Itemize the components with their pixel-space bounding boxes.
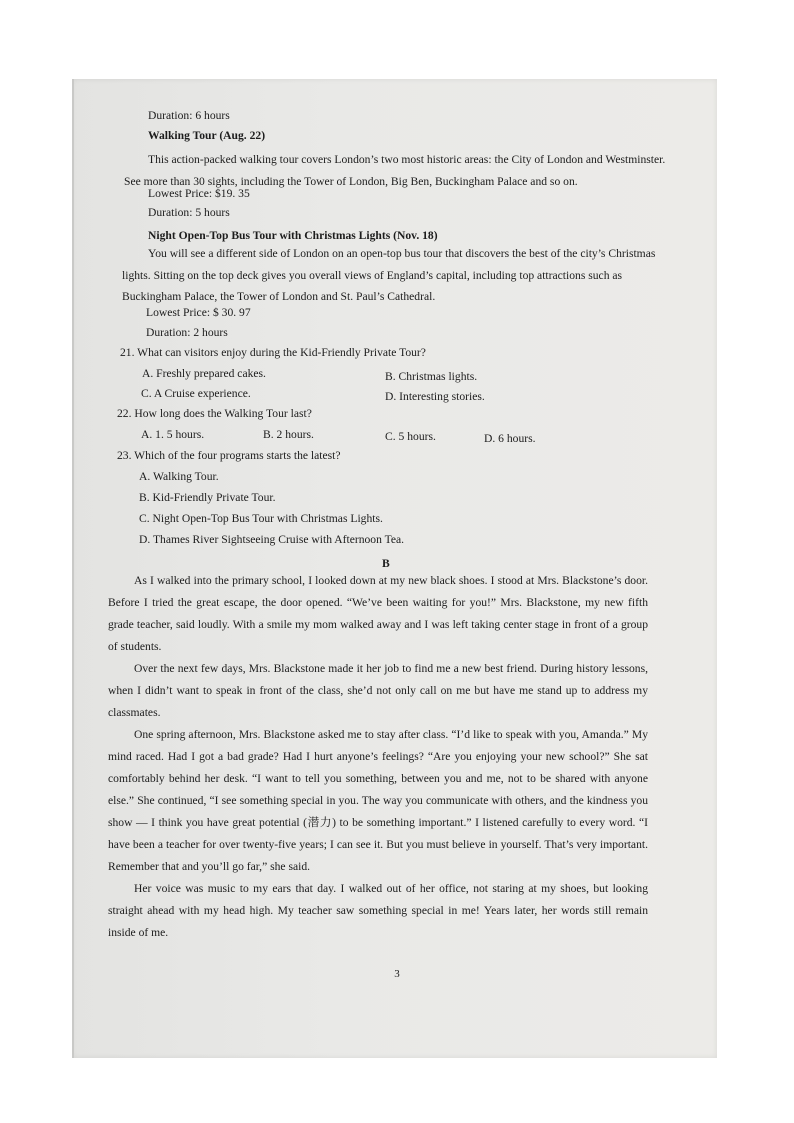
night-tour-desc-3: Buckingham Palace, the Tower of London and St. Paul’s Cathedral. [122,290,436,303]
q23-option-b: B. Kid-Friendly Private Tour. [139,491,276,504]
q21-option-b: B. Christmas lights. [385,370,478,383]
night-tour-desc-2: lights. Sitting on the top deck gives you overall views of England’s capital, including top attractions such as [122,269,623,282]
q23-option-a: A. Walking Tour. [139,470,219,483]
night-tour-desc-1: You will see a different side of London on an open-top bus tour that discovers the best of the city’s Christmas [148,247,656,260]
walking-tour-title: Walking Tour (Aug. 22) [148,129,266,142]
walking-tour-price: Lowest Price: $19. 35 [148,187,250,200]
q22-option-c: C. 5 hours. [385,430,436,443]
q22-option-b: B. 2 hours. [263,428,314,441]
question-21: 21. What can visitors enjoy during the Kid-Friendly Private Tour? [120,346,426,359]
question-23: 23. Which of the four programs starts the latest? [117,449,341,462]
night-tour-price: Lowest Price: $ 30. 97 [146,306,251,319]
night-tour-title: Night Open-Top Bus Tour with Christmas Lights (Nov. 18) [148,229,438,242]
walking-tour-duration: Duration: 5 hours [148,206,230,219]
passage-paragraph-4: Her voice was music to my ears that day. I walked out of her office, not staring at my shoes, but looking straight ahead with my head high. My teacher saw something special in me! Years later, her words still remain inside of me. [108,882,648,939]
walking-tour-desc-2: See more than 30 sights, including the Tower of London, Big Ben, Buckingham Palace and so on. [124,175,578,188]
night-tour-duration: Duration: 2 hours [146,326,228,339]
q23-option-d: D. Thames River Sightseeing Cruise with Afternoon Tea. [139,533,405,546]
q22-option-d: D. 6 hours. [484,432,536,445]
passage-paragraph-3: One spring afternoon, Mrs. Blackstone asked me to stay after class. “I’d like to speak with you, Amanda.” My mind raced. Had I got a bad grade? Had I hurt anyone’s feelings? “Are you enjoying your new school?” She sat comfortably behind her desk. “I want to tell you something, between you and me, not to be shared with anyone else.” She continued, “I see something special in you. The way you communicate with others, and the kindness you show — I think you have great potential (潜力) to be something important.” I listened carefully to every word. “I have been a teacher for over twenty-five years; I can see it. But you must believe in yourself. That’s very important. Remember that and you’ll go far,” she said. [108,728,648,873]
q22-option-a: A. 1. 5 hours. [141,428,205,441]
passage-b [108,570,648,944]
sheet-edge [72,79,74,1058]
q21-option-d: D. Interesting stories. [385,390,485,403]
section-b-heading: B [382,557,390,570]
prev-duration: Duration: 6 hours [148,109,230,122]
page-number: 3 [394,968,400,980]
question-22: 22. How long does the Walking Tour last? [117,407,312,420]
passage-paragraph-2: Over the next few days, Mrs. Blackstone made it her job to find me a new best friend. During history lessons, when I didn’t want to speak in front of the class, she’d not only call on me but have me stand up to address my classmates. [108,662,648,719]
walking-tour-desc-1: This action-packed walking tour covers London’s two most historic areas: the City of London and Westminster. [148,153,666,166]
passage-paragraph-1: As I walked into the primary school, I looked down at my new black shoes. I stood at Mrs. Blackstone’s door. Before I tried the great escape, the door opened. “We’ve been waiting for you!” Mrs. Blackstone, my new fifth grade teacher, said loudly. With a smile my mom walked away and I was left taking center stage in front of a group of students. [108,574,648,653]
q21-option-c: C. A Cruise experience. [141,387,251,400]
q21-option-a: A. Freshly prepared cakes. [142,367,266,380]
q23-option-c: C. Night Open-Top Bus Tour with Christmas Lights. [139,512,383,525]
